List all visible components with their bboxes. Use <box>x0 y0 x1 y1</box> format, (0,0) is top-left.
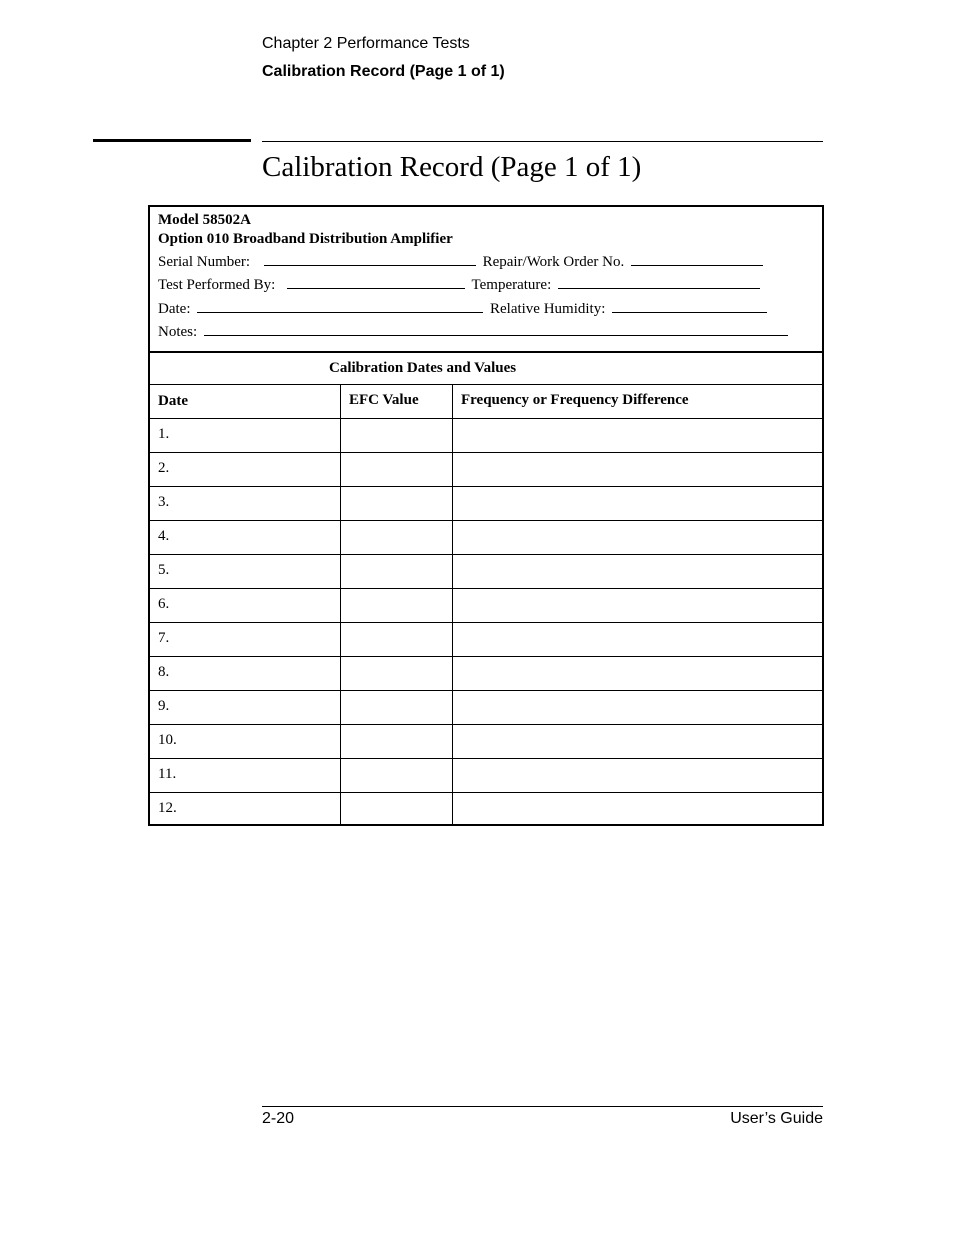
frequency-cell[interactable] <box>453 453 822 486</box>
frequency-cell[interactable] <box>453 521 822 554</box>
notes-field[interactable] <box>204 323 788 336</box>
frequency-cell[interactable] <box>453 419 822 452</box>
serial-number-label: Serial Number: <box>158 254 251 270</box>
date-cell[interactable]: 1. <box>150 419 341 452</box>
table-row <box>150 623 822 657</box>
efc-value-cell[interactable] <box>341 487 453 520</box>
efc-value-cell[interactable] <box>341 555 453 588</box>
repair-order-field[interactable] <box>631 253 763 266</box>
running-header-section: Calibration Record (Page 1 of 1) <box>262 63 505 80</box>
efc-value-cell[interactable] <box>341 657 453 690</box>
date-cell[interactable]: 2. <box>150 453 341 486</box>
frequency-cell[interactable] <box>453 555 822 588</box>
date-cell[interactable]: 9. <box>150 691 341 724</box>
date-cell[interactable]: 11. <box>150 759 341 792</box>
option-label: Option 010 Broadband Distribution Amplifier <box>158 231 453 247</box>
frequency-cell[interactable] <box>453 691 822 724</box>
temperature-field[interactable] <box>558 276 760 289</box>
efc-value-cell[interactable] <box>341 691 453 724</box>
temperature-label: Temperature: <box>471 277 552 293</box>
date-cell[interactable]: 6. <box>150 589 341 622</box>
date-cell[interactable]: 10. <box>150 725 341 758</box>
efc-value-cell[interactable] <box>341 453 453 486</box>
serial-number-field[interactable] <box>264 253 476 266</box>
performed-by-label: Test Performed By: <box>158 277 276 293</box>
efc-value-cell[interactable] <box>341 793 453 826</box>
footer-guide-title: User’s Guide <box>730 1110 823 1127</box>
date-cell[interactable]: 8. <box>150 657 341 690</box>
notes-line <box>158 323 791 341</box>
footer-rule <box>262 1106 823 1107</box>
frequency-cell[interactable] <box>453 657 822 690</box>
notes-label: Notes: <box>158 324 198 340</box>
table-row <box>150 555 822 589</box>
column-header-date: Date <box>150 385 341 418</box>
table-row <box>150 521 822 555</box>
table-row <box>150 657 822 691</box>
table-row <box>150 419 822 453</box>
table-row <box>150 725 822 759</box>
frequency-cell[interactable] <box>453 759 822 792</box>
table-row <box>150 589 822 623</box>
humidity-label: Relative Humidity: <box>489 301 606 317</box>
repair-order-label: Repair/Work Order No. <box>482 254 625 270</box>
date-cell[interactable]: 3. <box>150 487 341 520</box>
table-row <box>150 691 822 725</box>
date-cell[interactable]: 12. <box>150 793 341 826</box>
efc-value-cell[interactable] <box>341 589 453 622</box>
frequency-cell[interactable] <box>453 793 822 826</box>
efc-value-cell[interactable] <box>341 725 453 758</box>
calibration-section-title: Calibration Dates and Values <box>329 360 517 376</box>
frequency-cell[interactable] <box>453 487 822 520</box>
frequency-cell[interactable] <box>453 589 822 622</box>
table-row <box>150 759 822 793</box>
serial-repair-line <box>158 253 766 271</box>
performer-temperature-line <box>158 276 763 294</box>
footer-page-number: 2-20 <box>262 1110 295 1127</box>
table-row <box>150 487 822 521</box>
date-field[interactable] <box>197 300 483 313</box>
title-rule-thick <box>93 139 251 142</box>
calibration-section-header <box>150 353 822 385</box>
table-header-row <box>150 385 822 419</box>
humidity-field[interactable] <box>612 300 767 313</box>
performed-by-field[interactable] <box>287 276 465 289</box>
efc-value-cell[interactable] <box>341 521 453 554</box>
title-rule-thin <box>262 141 823 142</box>
running-header-chapter: Chapter 2 Performance Tests <box>262 35 470 52</box>
table-row <box>150 793 822 826</box>
efc-value-cell[interactable] <box>341 759 453 792</box>
date-humidity-line <box>158 300 770 318</box>
date-cell[interactable]: 5. <box>150 555 341 588</box>
date-cell[interactable]: 7. <box>150 623 341 656</box>
model-label: Model 58502A <box>158 212 251 228</box>
calibration-record-form <box>148 205 824 826</box>
column-header-efc-value: EFC Value <box>341 385 453 418</box>
record-info-block <box>150 207 822 353</box>
frequency-cell[interactable] <box>453 623 822 656</box>
date-cell[interactable]: 4. <box>150 521 341 554</box>
frequency-cell[interactable] <box>453 725 822 758</box>
table-row <box>150 453 822 487</box>
page-title: Calibration Record (Page 1 of 1) <box>262 151 642 183</box>
efc-value-cell[interactable] <box>341 419 453 452</box>
column-header-frequency: Frequency or Frequency Difference <box>461 392 689 408</box>
efc-value-cell[interactable] <box>341 623 453 656</box>
date-label: Date: <box>158 301 191 317</box>
